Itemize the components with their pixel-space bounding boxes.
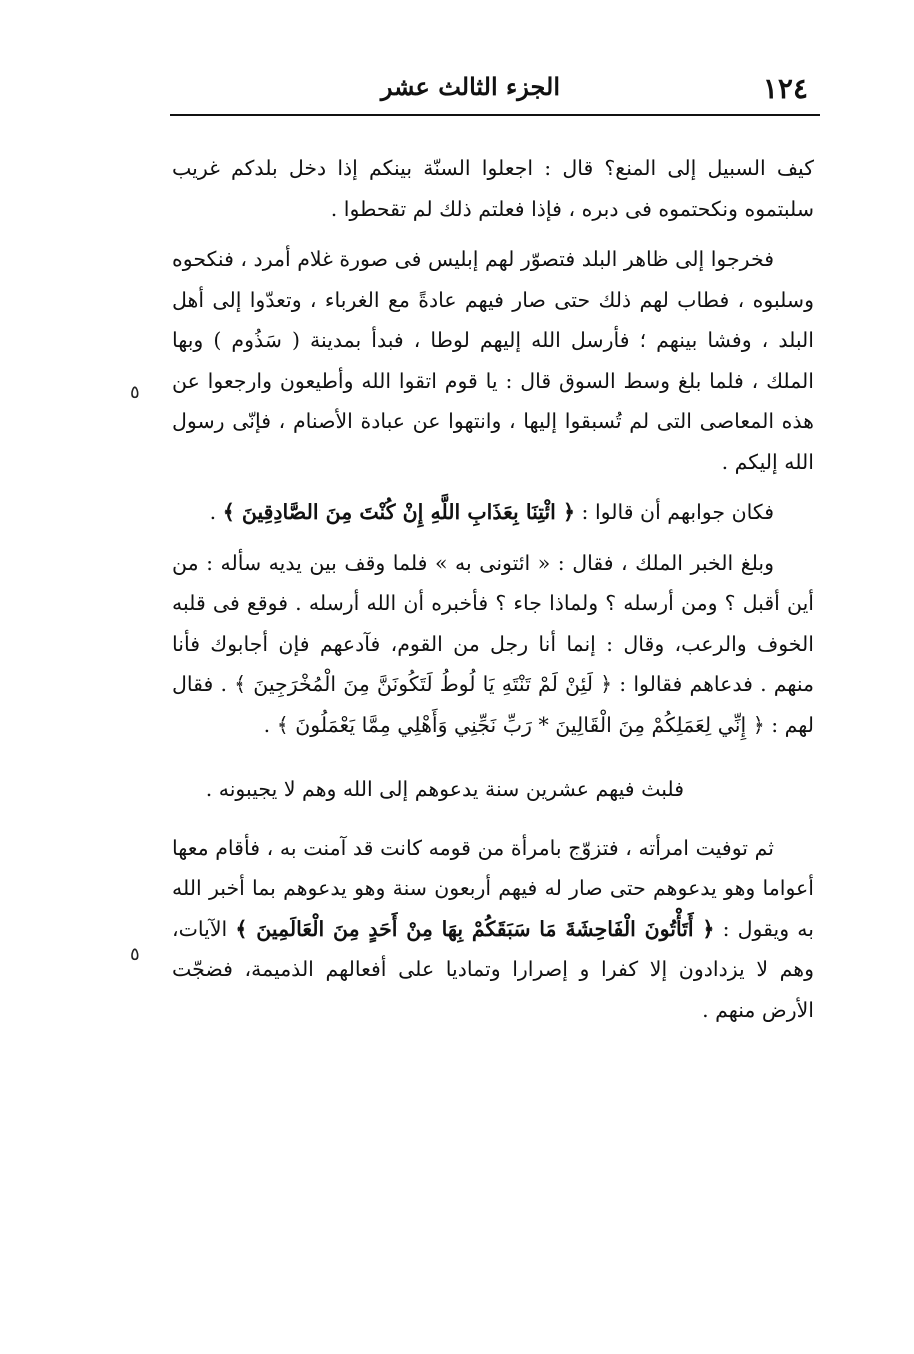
paragraph: فخرجوا إلى ظاهر البلد فتصوّر لهم إبليس فى صورة غلام أمرد ، فنكحوه وسلبوه ، فطاب لهم ذلك حتى صار فيهم عادةً مع الغرباء ، وتعدّوا إلى أهل البلد ، وفشا بينهم ؛ فأرسل الله إليهم لوطا ، فبدأ بمدينة ( سَذُوم ) وبها الملك ، فلما بلغ وسط السوق قال : يا قوم اتقوا الله وأطيعون وارجعوا عن هذه المعاصى التى لم تُسبقوا إليها ، وانتهوا عن عبادة الأصنام ، فإنّى رسول الله إليكم . xyxy=(172,247,814,474)
page-number: ١٢٤ xyxy=(762,72,808,105)
margin-line-number: ٥ xyxy=(130,382,140,403)
paragraph: وبلغ الخبر الملك ، فقال : « ائتونى به » فلما وقف بين يديه سأله : من أين أقبل ؟ ومن أرسله ؟ ولماذا جاء ؟ فأخبره أن الله أرسله . فوقع فى قلبه الخوف والرعب، وقال : إنما أنا رجل من القوم، فآدعهم فإن أجابوك فأنا منهم . فدعاهم فقالوا : ﴿ لَئِنْ لَمْ تَنْتَهِ يَا لُوطُ لَتَكُونَنَّ مِنَ الْمُخْرَجِينَ ﴾ . فقال لهم : ﴿ إِنِّي لِعَمَلِكُمْ مِنَ الْقَالِينَ * رَبِّ نَجِّنِي وَأَهْلِي مِمَّا يَعْمَلُونَ ﴾ . xyxy=(172,550,814,737)
paragraph: فلبث فيهم عشرين سنة يدعوهم إلى الله وهم لا يجيبونه . xyxy=(205,777,684,801)
paragraph-text: الآيات، وهم لا يزدادون إلا كفرا و إصرارا وتماديا على أفعالهم الذميمة، فضجّت الأرض منهم . xyxy=(172,916,814,1022)
body-text xyxy=(172,148,814,1030)
paragraph-text: ثم توفيت امرأته ، فتزوّج بامرأة من قومه كانت قد آمنت به ، فأقام معها أعواما وهو يدعوهم حتى صار له فيهم أربعون سنة وهو يدعوهم بما أخبر الله به ويقول : xyxy=(172,835,814,941)
paragraph-text: فكان جوابهم أن قالوا : xyxy=(575,500,774,524)
page-header xyxy=(170,62,820,116)
paragraph xyxy=(172,828,814,1031)
quran-verse: ﴿ ائْتِنَا بِعَذَابِ اللَّهِ إِنْ كُنْتَ مِنَ الصَّادِقِينَ ﴾ xyxy=(222,500,575,524)
running-title: الجزء الثالث عشر xyxy=(380,72,560,101)
paragraph: كيف السبيل إلى المنع؟ قال : اجعلوا السنّة بينكم إذا دخل بلدكم غريب سلبتموه ونكحتموه فى دبره ، فإذا فعلتم ذلك لم تقحطوا . xyxy=(172,156,814,221)
quran-verse: ﴿ أَتَأْتُونَ الْفَاحِشَةَ مَا سَبَقَكُمْ بِهَا مِنْ أَحَدٍ مِنَ الْعَالَمِينَ ﴾ xyxy=(235,916,715,941)
header-rule xyxy=(170,114,820,116)
paragraph xyxy=(172,492,814,533)
paragraph-text: . xyxy=(209,500,223,524)
margin-line-number: ٥ xyxy=(130,944,140,965)
